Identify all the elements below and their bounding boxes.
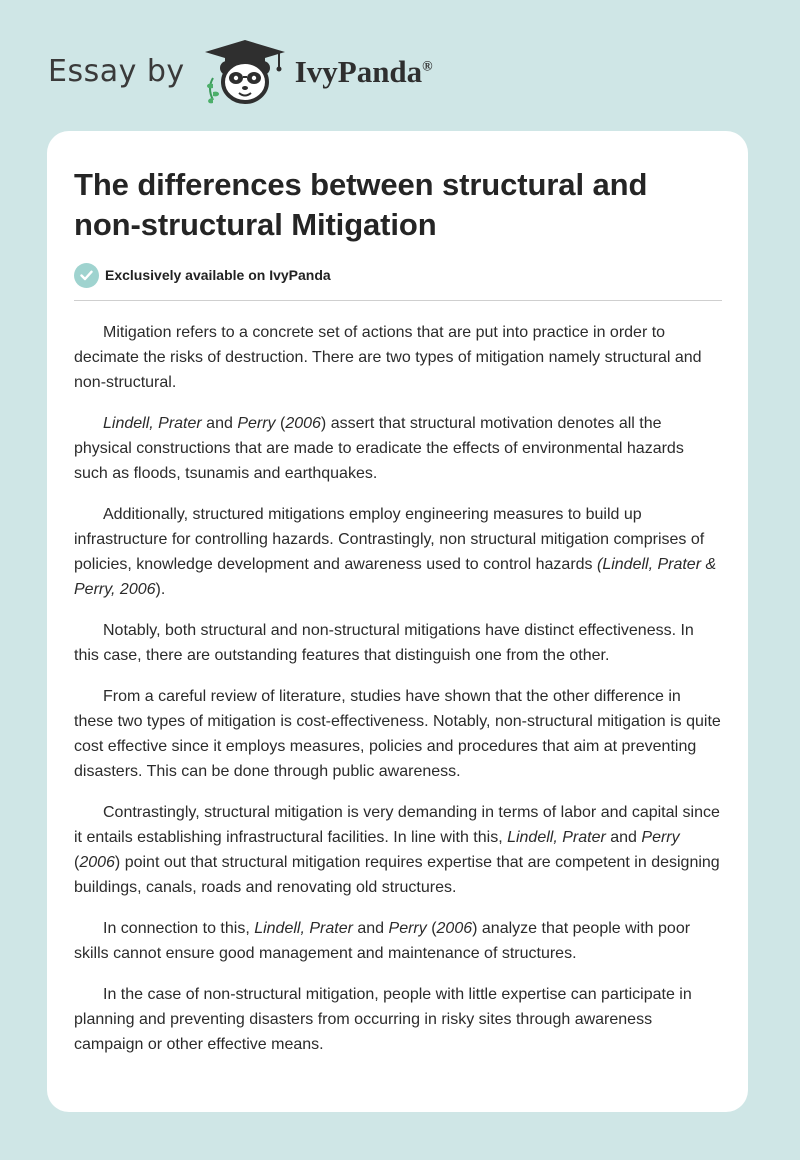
citation-text: Perry [641, 829, 680, 846]
paragraph-text: Additionally, structured mitigations employ engineering measures to build up infrastructure for controlling hazards. Contrastingly, non structural mitigation comprises of policies, knowledge development and awareness used to control hazards [74, 506, 705, 573]
citation-text: (Lindell, Prater & Perry, 2006 [74, 556, 717, 598]
paragraph-text: Mitigation refers to a concrete set of actions that are put into practice in order to decimate the risks of destruction. There are two types of mitigation namely structural and non-structural. [74, 324, 702, 391]
citation-text: Perry [388, 920, 427, 937]
check-circle-icon [74, 263, 99, 288]
essay-paragraph [74, 916, 722, 966]
paragraph-text: ( [426, 920, 437, 937]
paragraph-text: In the case of non-structural mitigation, people with little expertise can participate in planning and preventing disasters from occurring in risky sites through awareness campaign or other effective means. [74, 986, 692, 1053]
essay-body [74, 320, 722, 1057]
citation-text: 2006 [79, 854, 115, 871]
citation-text: Lindell, Prater [507, 829, 606, 846]
paragraph-text: and [605, 829, 642, 846]
essay-paragraph [74, 320, 722, 395]
essay-card [47, 131, 748, 1112]
paragraph-text: and [352, 920, 389, 937]
essay-paragraph [74, 982, 722, 1057]
essay-title: The differences between structural and non-structural Mitigation [74, 167, 648, 242]
paragraph-text: Contrastingly, structural mitigation is very demanding in terms of labor and capital since it entails establishing infrastructural facilities. In line with this, [74, 804, 720, 846]
essay-paragraph [74, 800, 722, 900]
citation-text: 2006 [285, 415, 321, 432]
panda-graduate-logo-icon [199, 38, 291, 108]
paragraph-text: Notably, both structural and non-structural mitigations have distinct effectiveness. In this case, there are outstanding features that distinguish one from the other. [74, 622, 694, 664]
brand-header[interactable] [48, 38, 433, 108]
paragraph-text: ) analyze that people with poor skills cannot ensure good management and maintenance of structures. [74, 920, 691, 962]
paragraph-text: ( [74, 854, 80, 871]
paragraph-text: ). [155, 581, 166, 598]
exclusive-badge [74, 262, 722, 288]
paragraph-text: From a careful review of literature, studies have shown that the other difference in these two types of mitigation is cost-effectiveness. Notably, non-structural mitigation is quite cost effective since it employs measures, policies and procedures that aim at preventing disasters. This can be done through public awareness. [74, 688, 721, 780]
paragraph-text: In connection to this, [103, 920, 255, 937]
divider [74, 300, 722, 301]
citation-text: Lindell, Prater [254, 920, 353, 937]
essay-paragraph [74, 684, 722, 784]
paragraph-text: and [201, 415, 238, 432]
citation-text: 2006 [436, 920, 473, 937]
citation-text: Lindell, Prater [103, 415, 202, 432]
essay-paragraph [74, 411, 722, 486]
citation-text: Perry [237, 415, 276, 432]
brand-prefix: Essay by [48, 53, 185, 89]
essay-paragraph [74, 502, 722, 602]
essay-paragraph [74, 618, 722, 668]
paragraph-text: ( [275, 415, 286, 432]
paragraph-text: ) point out that structural mitigation requires expertise that are competent in designing buildings, canals, roads and renovating old structures. [74, 854, 720, 896]
brand-name: IvyPanda® [294, 54, 433, 89]
badge-text: Exclusively available on IvyPanda [105, 267, 331, 283]
paragraph-text: ) assert that structural motivation denotes all the physical constructions that are made to eradicate the effects of environmental hazards such as floods, tsunamis and earthquakes. [74, 415, 684, 482]
